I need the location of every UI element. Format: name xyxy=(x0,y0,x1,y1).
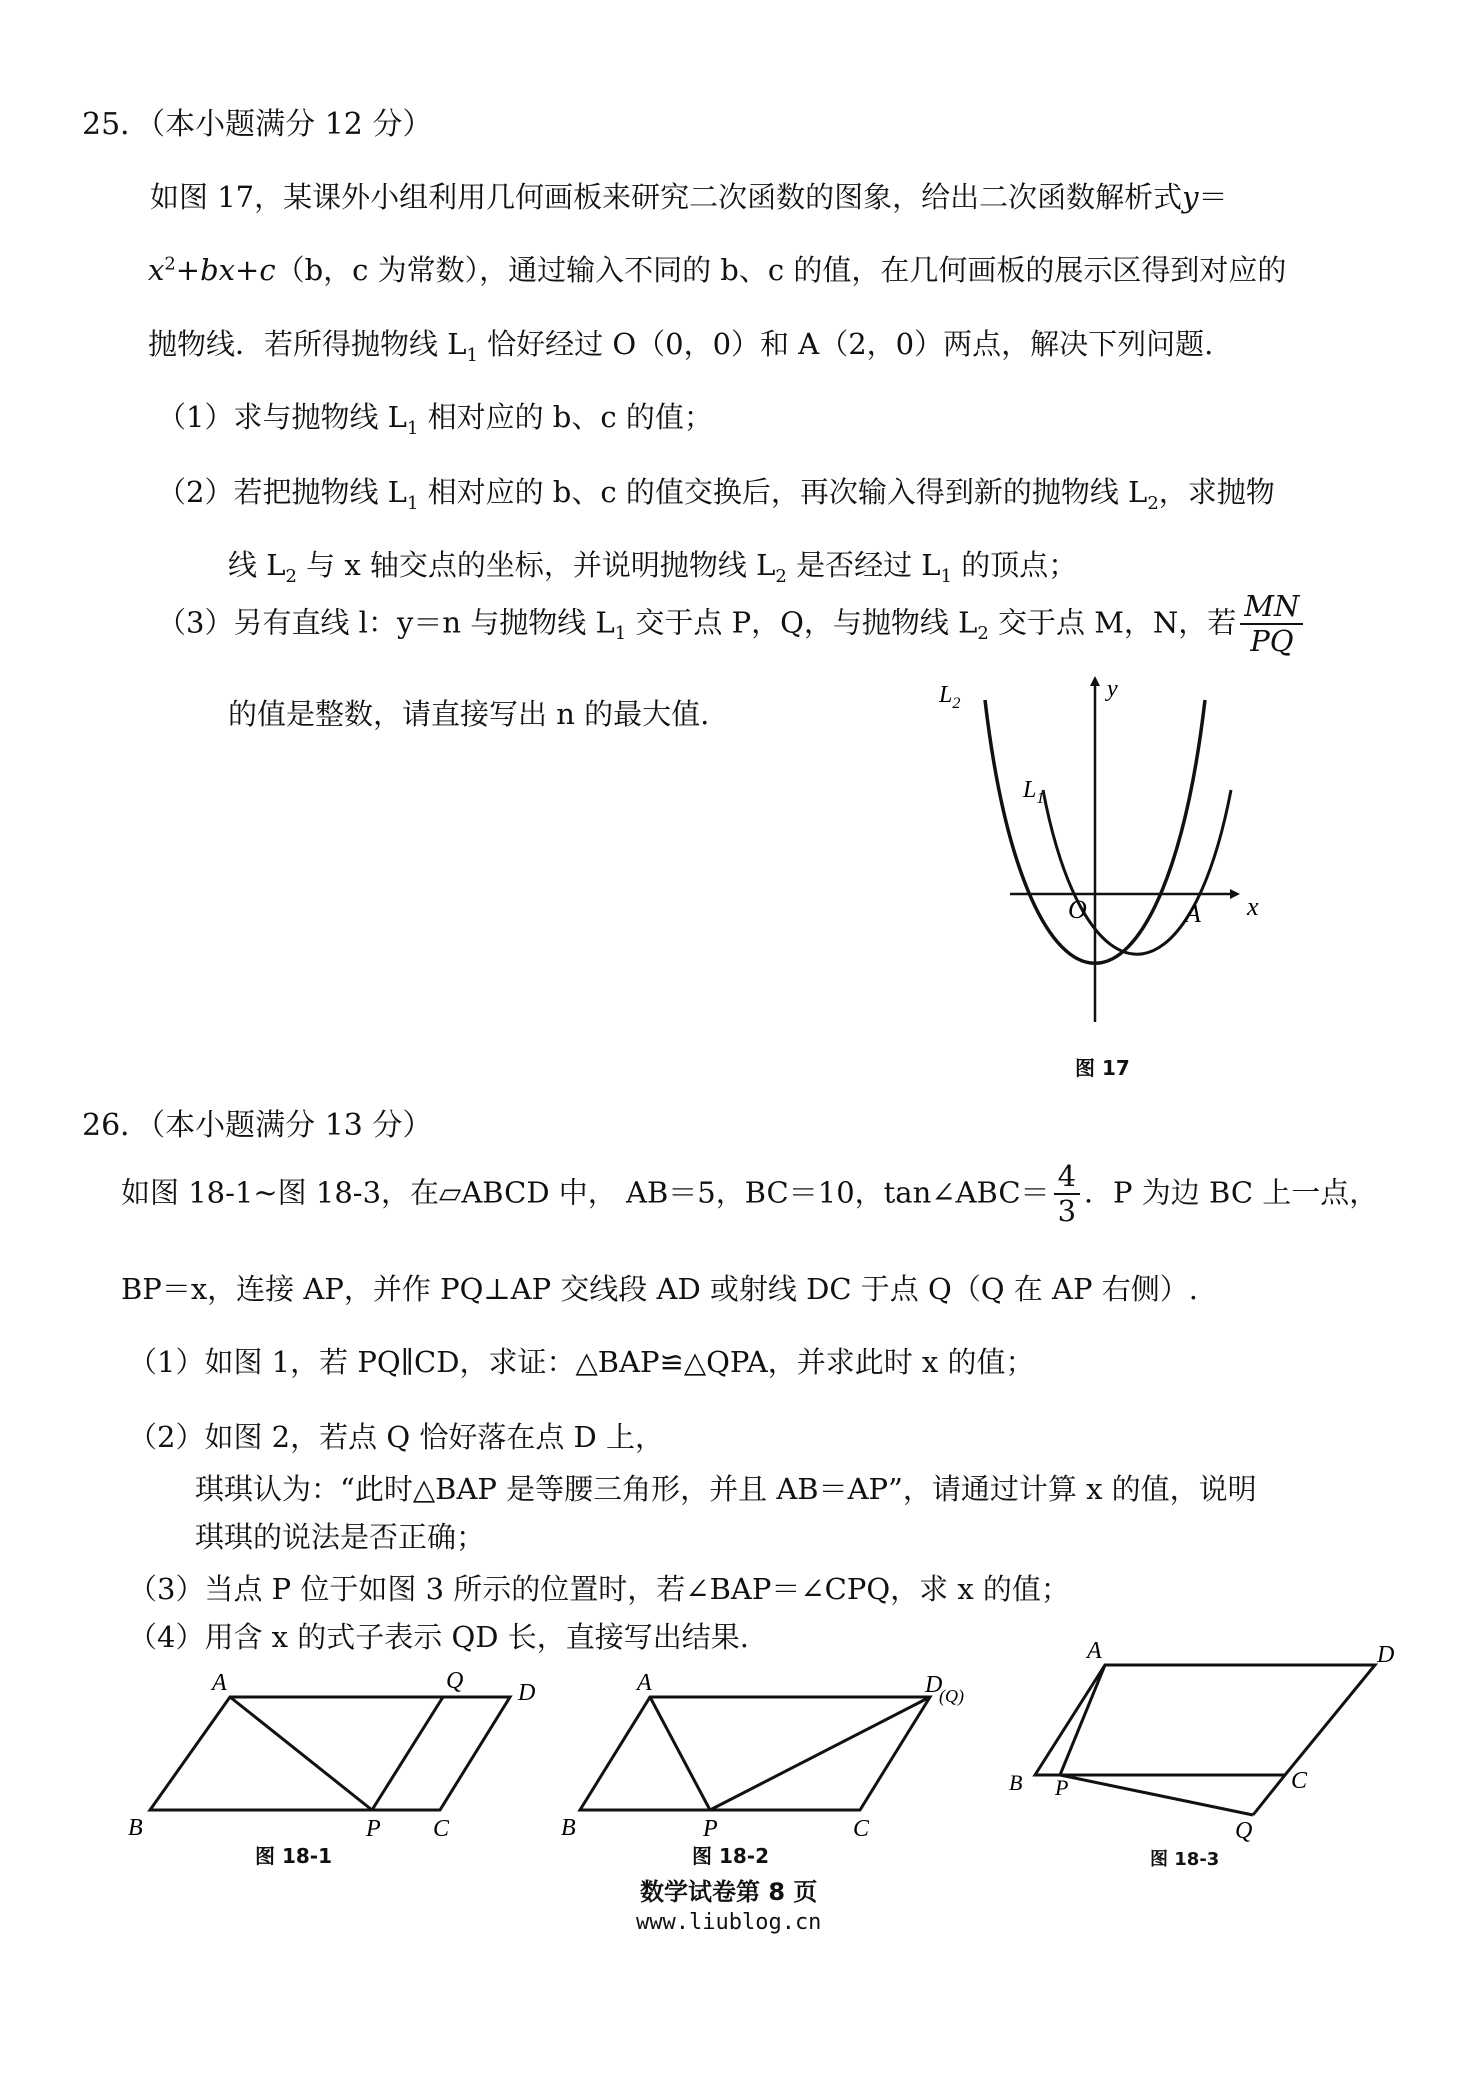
parallelogram-abcd xyxy=(150,1697,510,1810)
page-number: 数学试卷第 8 页 xyxy=(640,1878,818,1906)
ray-dc-extension xyxy=(1253,1775,1285,1815)
parabola-l1 xyxy=(1043,790,1231,954)
label-b: B xyxy=(561,1815,576,1841)
figure-18-3 xyxy=(1005,1638,1425,1844)
fraction-4-3: $\frac{4}{3}$ xyxy=(1054,1160,1080,1229)
q26-part2-line1: （2）如图 2，若点 Q 恰好落在点 D 上， xyxy=(128,1420,665,1454)
segment-ap xyxy=(650,1697,710,1810)
label-a: A xyxy=(212,1670,227,1696)
segment-ap xyxy=(1060,1665,1105,1775)
caption-figure-17: 图 17 xyxy=(1075,1056,1130,1080)
q25-part2-line1: （2）若把抛物线 $L_1$ 相对应的 b、c 的值交换后，再次输入得到新的抛物线 $L_2$，求抛物 xyxy=(157,475,1275,514)
label-q: Q xyxy=(1235,1818,1253,1844)
label-a: A xyxy=(1087,1638,1102,1664)
q25-part3-line1: （3）另有直线 l：y＝n 与抛物线 $L_1$ 交于点 P，Q，与抛物线 $L_2$ 交于点 M，N，若 $\frac{MN}{PQ}$ xyxy=(157,590,1307,659)
figure-18-2 xyxy=(555,1670,975,1840)
q26-part3: （3）当点 P 位于如图 3 所示的位置时，若∠BAP＝∠CPQ，求 x 的值； xyxy=(128,1572,1070,1606)
q25-part3-line2: 的值是整数，请直接写出 n 的最大值. xyxy=(228,697,710,731)
label-d: D xyxy=(925,1672,943,1698)
q25-intro-line3: 抛物线．若所得抛物线 $L_1$ 恰好经过 O（0，0）和 A（2，0）两点，解决下列问题. xyxy=(148,327,1214,366)
q26-intro-line1: 如图 18-1~图 18-3，在▱ABCD 中， AB＝5，BC＝10，tan∠ABC＝ $\frac{4}{3}$ ．P 为边 BC 上一点， xyxy=(121,1159,1379,1229)
segment-pq xyxy=(1060,1775,1253,1815)
parallelogram-abcd xyxy=(580,1697,930,1810)
label-x: x xyxy=(1247,892,1259,921)
fraction-mn-pq: $\frac{MN}{PQ}$ xyxy=(1240,590,1303,659)
label-origin: O xyxy=(1068,895,1087,924)
q26-part1: （1）如图 1，若 PQ∥CD，求证：△BAP≌△QPA，并求此时 x 的值； xyxy=(128,1345,1035,1379)
label-p: P xyxy=(703,1816,718,1842)
q25-part2-line2: 线 $L_2$ 与 x 轴交点的坐标，并说明抛物线 $L_2$ 是否经过 $L_1$ 的顶点； xyxy=(228,548,1078,587)
label-q: (Q) xyxy=(939,1686,964,1706)
caption-figure-18-3: 图 18-3 xyxy=(1150,1849,1220,1870)
caption-figure-18-2: 图 18-2 xyxy=(692,1844,770,1868)
q26-part2-line3: 琪琪的说法是否正确； xyxy=(195,1520,486,1554)
q25-intro-line1: 如图 17，某课外小组利用几何画板来研究二次函数的图象，给出二次函数解析式y＝ xyxy=(150,180,1228,214)
label-d: D xyxy=(1377,1642,1395,1668)
x-axis-arrow xyxy=(1230,889,1240,899)
label-a: A xyxy=(637,1670,652,1696)
segment-ap xyxy=(230,1697,372,1810)
label-c: C xyxy=(1291,1768,1308,1794)
label-c: C xyxy=(433,1816,450,1842)
label-a: A xyxy=(1185,899,1201,928)
label-c: C xyxy=(853,1816,870,1842)
segment-pq xyxy=(372,1697,443,1810)
segment-pd xyxy=(710,1697,930,1810)
label-p: P xyxy=(366,1816,381,1842)
q26-header: 26．（本小题满分 13 分） xyxy=(82,1108,433,1143)
q26-part4: （4）用含 x 的式子表示 QD 长，直接写出结果. xyxy=(128,1620,749,1654)
label-y: y xyxy=(1107,676,1118,702)
label-l2: $L_2$ xyxy=(939,682,961,712)
label-q: Q xyxy=(446,1668,464,1694)
label-d: D xyxy=(518,1680,536,1706)
label-l1: $L_1$ xyxy=(1023,777,1045,807)
q25-header: 25．（本小题满分 12 分） xyxy=(82,107,433,142)
label-b: B xyxy=(128,1815,143,1841)
parallelogram-abcd xyxy=(1035,1665,1375,1775)
figure-18-1 xyxy=(120,1670,540,1840)
q26-part2-line2: 琪琪认为：“此时△BAP 是等腰三角形，并且 AB＝AP”，请通过计算 x 的值，说明 xyxy=(195,1472,1257,1506)
label-b: B xyxy=(1009,1770,1023,1795)
site-url: www.liublog.cn xyxy=(636,1910,822,1935)
q26-intro-line2: BP＝x，连接 AP，并作 PQ⊥AP 交线段 AD 或射线 DC 于点 Q（Q 在 AP 右侧）. xyxy=(121,1272,1198,1306)
y-axis-arrow xyxy=(1090,676,1100,686)
label-p: P xyxy=(1055,1775,1069,1800)
caption-figure-18-1: 图 18-1 xyxy=(255,1844,333,1868)
q25-intro-line2: $x^2+bx+c(b$，c 为常数），通过输入不同的 b、c 的值，在几何画板的展示区得到对应的 xyxy=(148,253,1287,287)
q25-part1: （1）求与抛物线 $L_1$ 相对应的 b、c 的值； xyxy=(157,400,713,439)
figure-17 xyxy=(935,672,1265,1052)
